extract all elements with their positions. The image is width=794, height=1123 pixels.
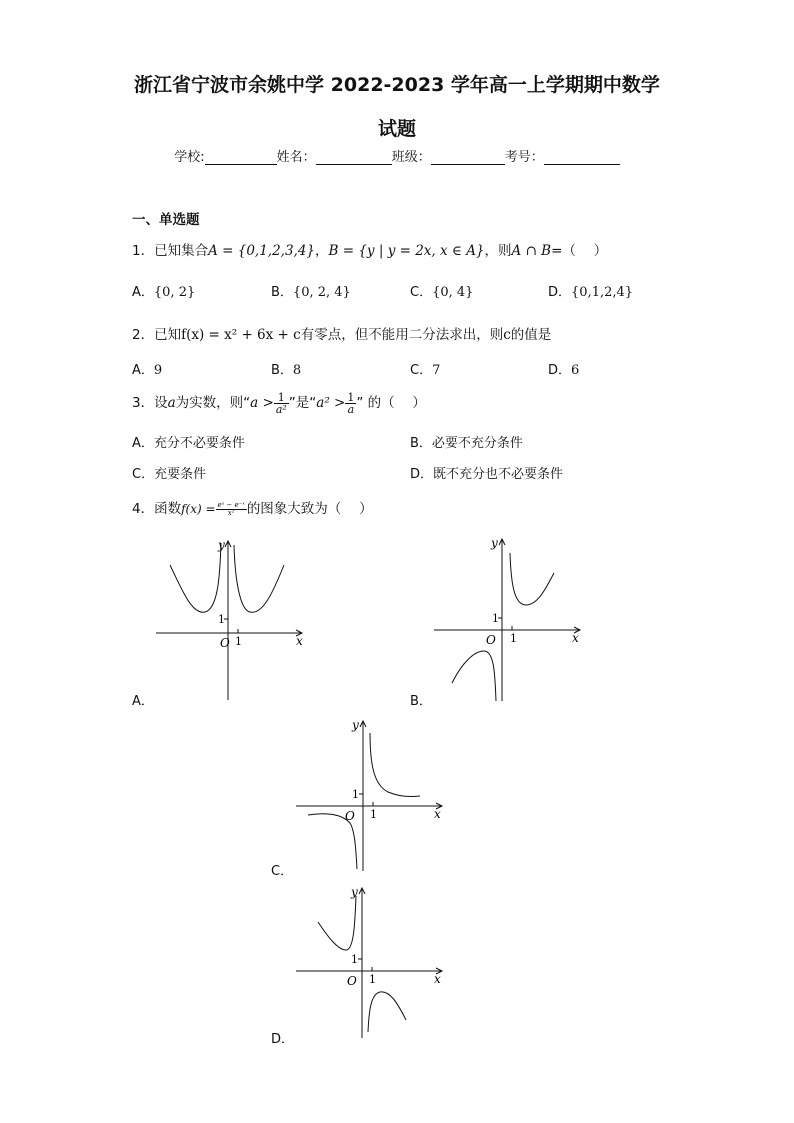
q2-var: c bbox=[503, 327, 511, 343]
option-value: 必要不充分条件 bbox=[431, 436, 523, 451]
x-one-label: 1 bbox=[370, 808, 377, 821]
number-field[interactable] bbox=[544, 150, 620, 165]
x-label: x bbox=[434, 972, 441, 986]
q4-prefix: 4．函数 bbox=[132, 501, 182, 517]
x-label: x bbox=[434, 807, 441, 821]
page-title-line2: 试题 bbox=[377, 118, 416, 140]
curve-right bbox=[510, 553, 554, 605]
curve-right bbox=[368, 992, 406, 1032]
x-one-label: 1 bbox=[369, 973, 376, 986]
origin-label: O bbox=[220, 636, 230, 650]
q3-option-d[interactable] bbox=[410, 463, 563, 482]
q4-frac bbox=[216, 502, 247, 517]
curve-left bbox=[318, 896, 356, 950]
page-title: 浙江省宁波市余姚中学 2022-2023 学年高一上学期期中数学 bbox=[134, 74, 660, 96]
y-label: y bbox=[491, 536, 498, 550]
q2-option-a[interactable] bbox=[132, 359, 162, 378]
option-value: 充要条件 bbox=[154, 467, 207, 482]
q4-option-c[interactable]: C． bbox=[271, 864, 294, 879]
section-heading: 一、单选题 bbox=[132, 212, 200, 228]
student-info-line bbox=[0, 146, 794, 165]
option-value: 6 bbox=[571, 363, 580, 378]
option-value: 9 bbox=[153, 363, 163, 378]
class-field[interactable] bbox=[431, 150, 505, 165]
graph-b bbox=[428, 533, 588, 705]
curve-right bbox=[234, 545, 284, 612]
frac-den: a² bbox=[275, 402, 287, 416]
question-3 bbox=[132, 391, 426, 415]
option-label: D． bbox=[548, 285, 572, 300]
curve-left bbox=[170, 543, 221, 612]
q1-set-b: B = {y | y = 2x, x ∈ A} bbox=[328, 243, 485, 259]
q2-tail: 的值是 bbox=[510, 327, 552, 343]
y-label: y bbox=[218, 538, 225, 552]
question-2 bbox=[132, 323, 551, 343]
q2-mid: 有零点，但不能用二分法求出，则 bbox=[300, 327, 504, 343]
option-label: D． bbox=[548, 363, 572, 378]
name-field[interactable] bbox=[316, 150, 392, 165]
option-value: 7 bbox=[432, 363, 441, 378]
q3-tail: ” 的（ ） bbox=[356, 395, 426, 411]
option-value: 8 bbox=[292, 363, 302, 378]
q3-cond1: a > bbox=[250, 395, 274, 411]
frac-num: 1 bbox=[347, 390, 355, 404]
option-value: 充分不必要条件 bbox=[153, 436, 245, 451]
y-one-label: 1 bbox=[218, 613, 225, 626]
option-label: C． bbox=[410, 363, 433, 378]
y-label: y bbox=[352, 718, 359, 732]
option-value: 既不充分也不必要条件 bbox=[433, 467, 564, 482]
question-4 bbox=[132, 497, 373, 521]
option-value: {0,1,2,4} bbox=[571, 285, 634, 300]
q1-sep: ， bbox=[315, 243, 329, 259]
number-label: 考号： bbox=[504, 150, 544, 165]
class-label: 班级： bbox=[391, 150, 431, 165]
q2-option-b[interactable] bbox=[271, 359, 301, 378]
q1-option-b[interactable] bbox=[271, 281, 351, 300]
origin-label: O bbox=[345, 809, 355, 823]
frac-num: 1 bbox=[277, 390, 285, 404]
q1-option-a[interactable] bbox=[132, 281, 195, 300]
y-one-label: 1 bbox=[492, 612, 499, 625]
school-label: 学校: bbox=[174, 150, 205, 165]
q4-option-b[interactable]: B． bbox=[410, 694, 432, 709]
graph-c bbox=[290, 715, 450, 875]
q1-option-d[interactable] bbox=[548, 281, 633, 300]
q4-option-d[interactable]: D． bbox=[271, 1032, 295, 1047]
option-value: {0, 2, 4} bbox=[292, 285, 351, 300]
y-label: y bbox=[351, 885, 358, 899]
x-one-label: 1 bbox=[235, 635, 242, 648]
option-label: B． bbox=[410, 436, 432, 451]
x-label: x bbox=[296, 634, 303, 648]
q3-cond2: a² > bbox=[316, 395, 346, 411]
y-one-label: 1 bbox=[352, 788, 359, 801]
graph-a bbox=[150, 535, 310, 705]
option-value: {0, 2} bbox=[153, 285, 196, 300]
curve-right bbox=[370, 733, 420, 797]
school-field[interactable] bbox=[205, 150, 277, 165]
option-label: B． bbox=[271, 363, 293, 378]
q3-frac2 bbox=[345, 392, 356, 415]
frac-den: a bbox=[345, 403, 356, 415]
q3-option-a[interactable] bbox=[132, 432, 245, 451]
q2-option-d[interactable] bbox=[548, 359, 579, 378]
q2-prefix: 2．已知 bbox=[132, 327, 182, 343]
q4-option-a[interactable]: A． bbox=[132, 694, 154, 709]
q3-mid2: ”是“ bbox=[288, 395, 317, 411]
question-1 bbox=[132, 239, 607, 259]
y-one-label: 1 bbox=[351, 953, 358, 966]
option-label: C． bbox=[410, 285, 433, 300]
q1-tail: =（ ） bbox=[551, 243, 608, 259]
q3-prefix: 3．设 bbox=[132, 395, 168, 411]
graph-d bbox=[290, 882, 450, 1042]
curve-left bbox=[452, 651, 496, 701]
q4-tail: 的图象大致为（ ） bbox=[246, 501, 373, 517]
q1-set-a: A = {0,1,2,3,4} bbox=[208, 243, 316, 259]
q1-option-c[interactable] bbox=[410, 281, 473, 300]
q2-function: f(x) = x² + 6x + c bbox=[181, 327, 301, 343]
option-label: C． bbox=[132, 467, 155, 482]
option-label: A． bbox=[132, 363, 154, 378]
frac-num: eˣ − e⁻ˣ bbox=[217, 500, 245, 509]
q3-mid1: 为实数，则“ bbox=[175, 395, 251, 411]
q3-option-c[interactable] bbox=[132, 463, 206, 482]
option-label: B． bbox=[271, 285, 293, 300]
q3-var: a bbox=[167, 395, 176, 411]
q3-frac1 bbox=[274, 392, 289, 415]
option-value: {0, 4} bbox=[432, 285, 474, 300]
q1-prefix: 1．已知集合 bbox=[132, 243, 209, 259]
x-one-label: 1 bbox=[510, 632, 517, 645]
name-label: 姓名： bbox=[276, 150, 316, 165]
q2-option-c[interactable] bbox=[410, 359, 440, 378]
q1-then: ，则 bbox=[484, 243, 512, 259]
q3-option-b[interactable] bbox=[410, 432, 523, 451]
option-label: A． bbox=[132, 285, 154, 300]
origin-label: O bbox=[486, 633, 496, 647]
x-label: x bbox=[572, 631, 579, 645]
origin-label: O bbox=[347, 974, 357, 988]
option-label: D． bbox=[410, 467, 434, 482]
frac-den: x² bbox=[216, 509, 247, 517]
option-label: A． bbox=[132, 436, 154, 451]
q1-expr: A ∩ B bbox=[511, 243, 552, 259]
q4-function: f(x) = bbox=[181, 502, 216, 516]
